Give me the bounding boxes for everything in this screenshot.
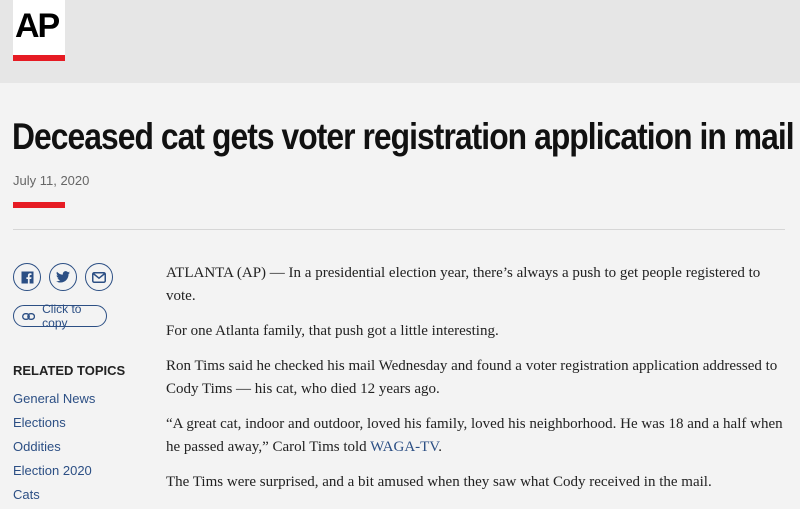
topic-link[interactable]: Elections: [13, 415, 66, 430]
article-paragraph: ATLANTA (AP) — In a presidential election year, there’s always a push to get people registered to vote.: [166, 265, 761, 304]
share-twitter-button[interactable]: [49, 263, 77, 291]
related-topics: [13, 363, 125, 507]
logo-text: AP: [15, 7, 59, 45]
accent-bar: [13, 202, 65, 208]
waga-tv-link[interactable]: WAGA-TV: [370, 439, 439, 455]
share-buttons: [13, 263, 113, 291]
logo-accent-bar: [13, 55, 65, 61]
site-header: [0, 0, 800, 83]
divider: [13, 229, 785, 230]
quote-text: “A great cat, indoor and outdoor, loved his family, loved his neighborhood. He was 18 and a half when he passed away,” Carol Tims told: [166, 416, 783, 455]
ap-logo[interactable]: [13, 0, 65, 61]
topic-link[interactable]: General News: [13, 391, 96, 406]
topic-link[interactable]: Election 2020: [13, 463, 92, 478]
article-paragraph: For one Atlanta family, that push got a little interesting.: [166, 323, 499, 339]
copy-link-label: Click to copy: [42, 302, 82, 330]
article-paragraph: [166, 413, 786, 459]
link-icon: [22, 312, 35, 321]
share-email-button[interactable]: [85, 263, 113, 291]
twitter-icon: [56, 271, 70, 283]
facebook-icon: [21, 271, 34, 284]
related-topics-title: RELATED TOPICS: [13, 363, 126, 378]
article-paragraph: Ron Tims said he checked his mail Wednesday and found a voter registration application addressed to Cody Tims — his cat, who died 12 years ago.: [166, 358, 778, 397]
article-body: [166, 262, 786, 506]
share-facebook-button[interactable]: [13, 263, 41, 291]
copy-link-button[interactable]: [13, 302, 107, 330]
topic-link[interactable]: Cats: [13, 487, 40, 502]
topic-link[interactable]: Oddities: [13, 439, 61, 454]
article-paragraph: The Tims were surprised, and a bit amused when they saw what Cody received in the mail.: [166, 474, 712, 490]
article-title: Deceased cat gets voter registration application in mail: [12, 116, 794, 157]
email-icon: [92, 272, 106, 283]
quote-end: .: [438, 439, 442, 455]
article-date: July 11, 2020: [13, 173, 90, 188]
